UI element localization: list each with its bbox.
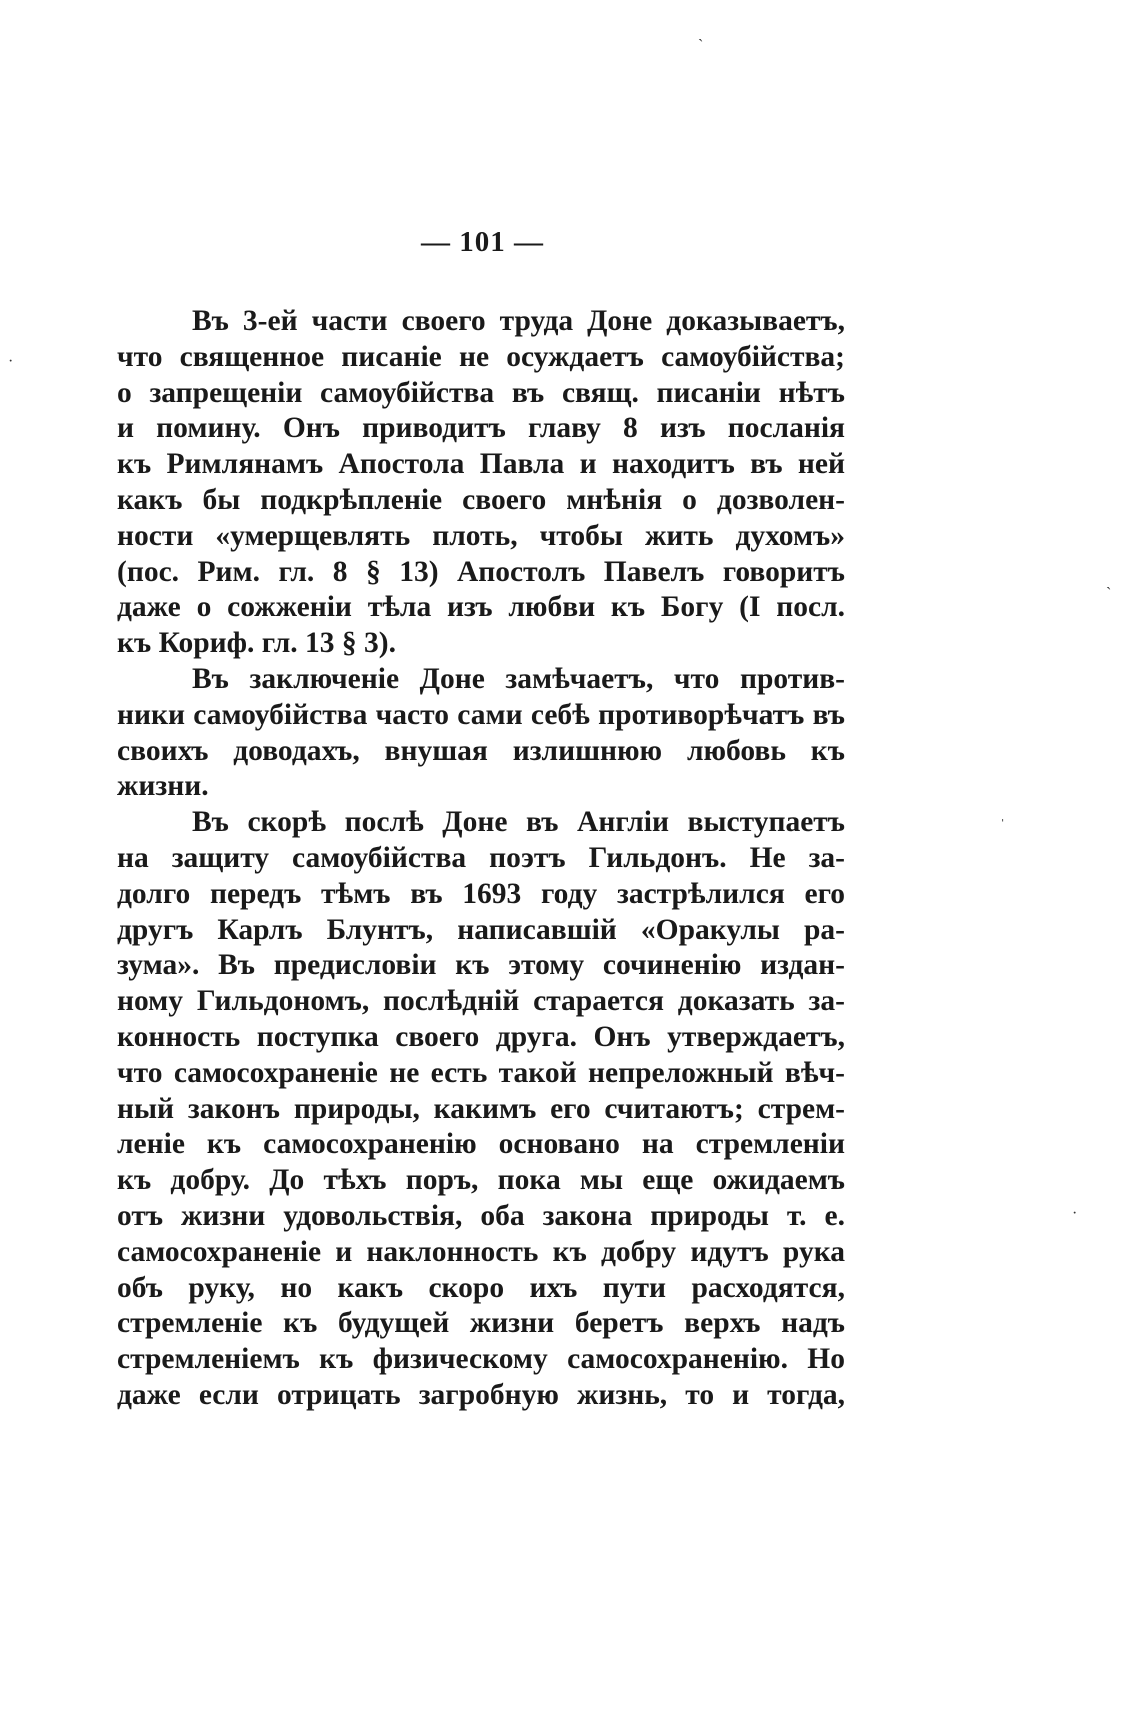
- text-line: объ руку, но какъ скоро ихъ пути расходятся,: [117, 1271, 845, 1304]
- text-line: что священное писаніе не осуждаетъ самоубійства;: [117, 340, 845, 373]
- text-line: ности «умерщевлять плоть, чтобы жить духомъ»: [117, 519, 845, 552]
- scan-speck: ˌ: [1000, 805, 1006, 822]
- text-line: даже о сожженіи тѣла изъ любви къ Богу (I посл.: [117, 591, 845, 624]
- text-line: стремленіе къ будущей жизни беретъ верхъ надъ: [117, 1307, 845, 1340]
- text-line: даже если отрицать загробную жизнь, то и тогда,: [117, 1378, 845, 1411]
- text-line: о запрещеніи самоубійства въ свящ. писаніи нѣтъ: [117, 376, 845, 409]
- scan-speck: ˏ: [1106, 573, 1112, 590]
- text-line: къ Кориф. гл. 13 § 3).: [117, 627, 396, 660]
- page-number: — 101 —: [421, 226, 544, 258]
- text-line: другъ Карлъ Блунтъ, написавшій «Оракулы ра-: [117, 913, 845, 946]
- text-line: (пос. Рим. гл. 8 § 13) Апостолъ Павелъ говоритъ: [117, 555, 845, 588]
- text-line: ный законъ природы, какимъ его считаютъ; стрем-: [117, 1092, 845, 1125]
- text-line: стремленіемъ къ физическому самосохраненію. Но: [117, 1343, 845, 1376]
- text-line: ники самоубійства часто сами себѣ противорѣчатъ въ: [117, 698, 845, 731]
- text-line: Въ заключеніе Доне замѣчаетъ, что против-: [192, 662, 845, 695]
- scan-speck: ˏ: [698, 25, 704, 42]
- text-line: ному Гильдономъ, послѣдній старается доказать за-: [117, 985, 845, 1018]
- text-line: Въ скорѣ послѣ Доне въ Англіи выступаетъ: [192, 806, 845, 839]
- paragraph-2: [117, 662, 845, 805]
- text-line: зума». Въ предисловіи къ этому сочиненію издан-: [117, 949, 845, 982]
- text-line: что самосохраненіе не есть такой непреложный вѣч-: [117, 1056, 845, 1089]
- text-line: конность поступка своего друга. Онъ утверждаетъ,: [117, 1020, 845, 1053]
- text-line: и помину. Онъ приводитъ главу 8 изъ посланія: [117, 412, 845, 445]
- text-line: на защиту самоубійства поэтъ Гильдонъ. Не за-: [117, 841, 845, 874]
- text-line: къ Римлянамъ Апостола Павла и находитъ въ ней: [117, 448, 845, 481]
- text-line: отъ жизни удовольствія, оба закона природы т. е.: [117, 1199, 845, 1232]
- scan-speck: ·: [8, 353, 14, 370]
- text-line: самосохраненіе и наклонность къ добру идутъ рука: [117, 1235, 845, 1268]
- paragraph-3: [117, 805, 845, 1414]
- text-line: къ добру. До тѣхъ поръ, пока мы еще ожидаемъ: [117, 1164, 845, 1197]
- text-line: Въ 3-ей части своего труда Доне доказываетъ,: [192, 305, 845, 337]
- paragraph-1: [117, 304, 845, 662]
- text-line: долго передъ тѣмъ въ 1693 году застрѣлился его: [117, 877, 845, 910]
- text-line: какъ бы подкрѣпленіе своего мнѣнія о дозволен-: [117, 483, 845, 516]
- body-text: [117, 304, 845, 1414]
- scan-speck: ·: [1072, 1205, 1078, 1222]
- text-line: леніе къ самосохраненію основано на стремленіи: [117, 1128, 845, 1161]
- text-line: жизни.: [117, 770, 209, 803]
- text-line: своихъ доводахъ, внушая излишнюю любовь къ: [117, 734, 845, 767]
